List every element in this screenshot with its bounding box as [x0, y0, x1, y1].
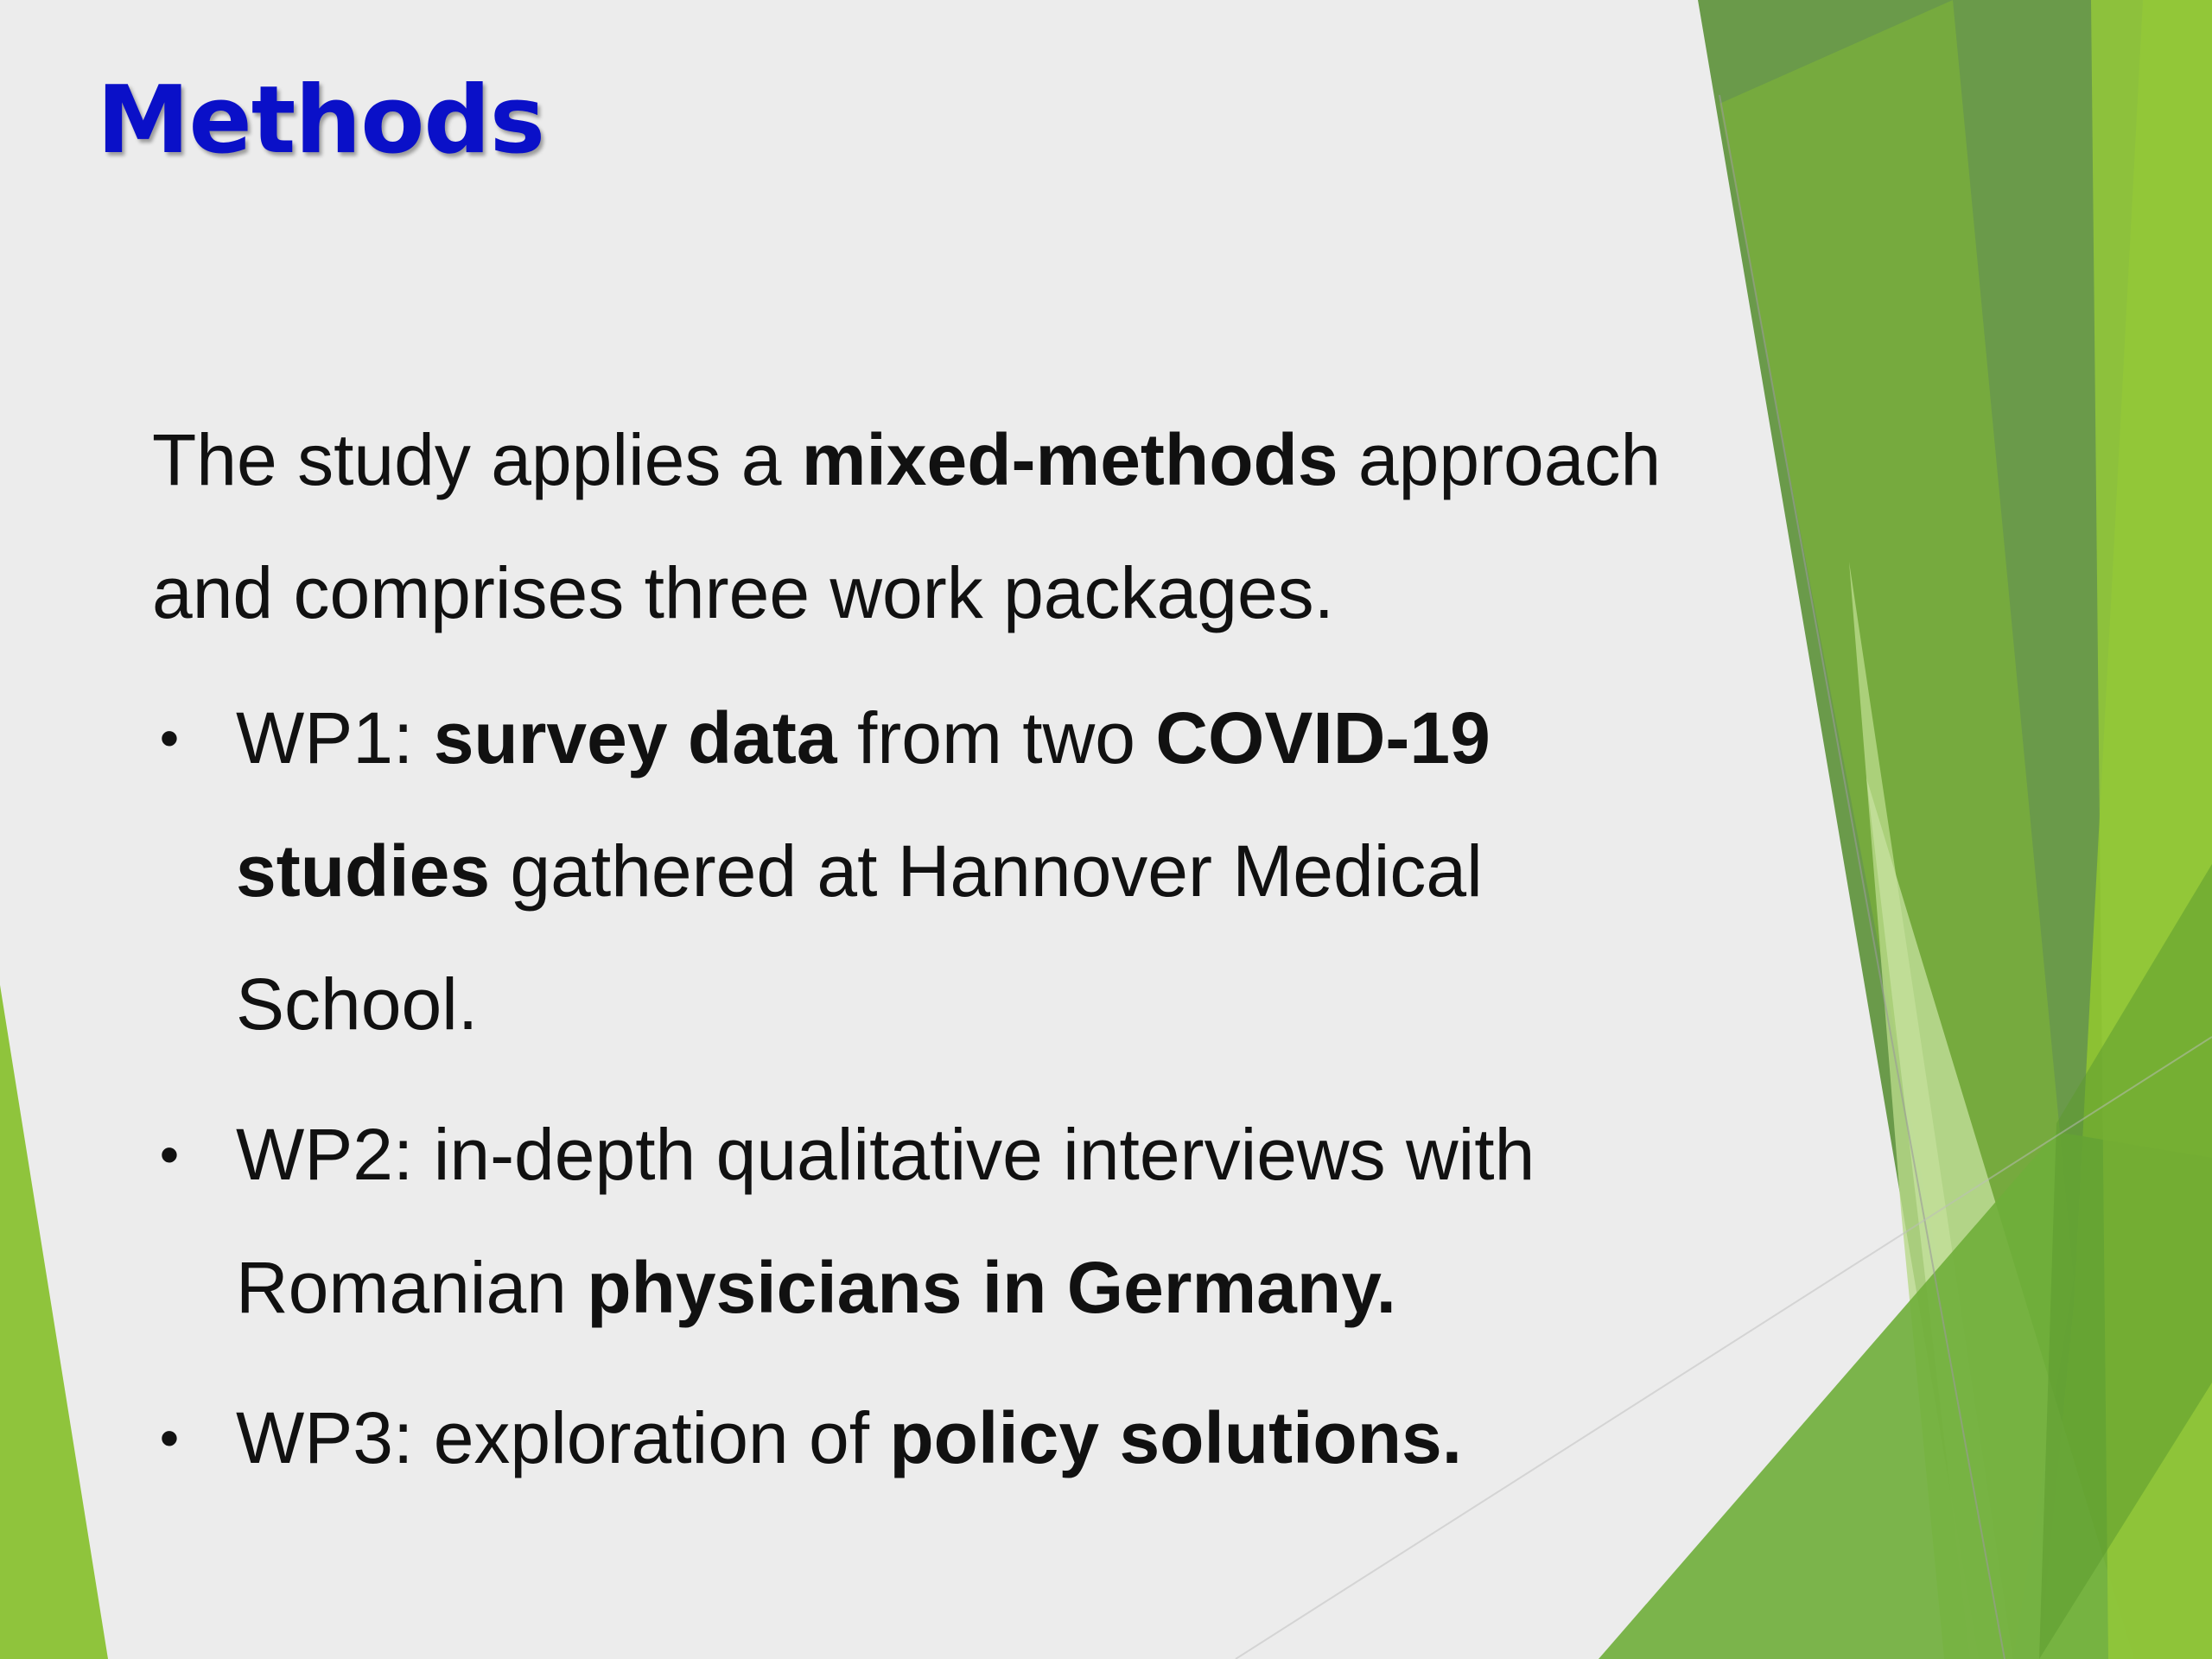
bullet-icon: •	[159, 1407, 180, 1469]
list-item-wp3	[152, 1371, 1742, 1504]
wp1-bold-survey-data: survey data	[433, 697, 837, 779]
slide-body	[152, 393, 1742, 1522]
list-item-wp1	[152, 671, 1742, 1071]
wp1-bold-covid-studies: COVID-19 studies	[236, 697, 1491, 912]
intro-text-1: The study applies a	[152, 419, 802, 500]
work-package-list	[152, 671, 1742, 1504]
slide-title: Methods	[97, 67, 545, 175]
wp3-bold-policy-solutions: policy solutions.	[889, 1397, 1463, 1478]
bullet-icon: •	[159, 707, 180, 769]
intro-paragraph	[152, 393, 1742, 659]
bullet-icon: •	[159, 1123, 180, 1185]
wp1-tail: gathered at Hannover Medical School.	[236, 830, 1483, 1045]
intro-text-2: approach and comprises three work packages.	[152, 419, 1662, 633]
wp3-lead: WP3: exploration of	[236, 1397, 890, 1478]
list-item-wp2	[152, 1088, 1742, 1354]
wp1-lead: WP1:	[236, 697, 434, 779]
wp2-lead: WP2: in-depth qualitative interviews with Romanian	[236, 1114, 1535, 1328]
intro-bold-mixed-methods: mixed-methods	[801, 419, 1338, 500]
wp2-bold-physicians: physicians in Germany.	[587, 1247, 1397, 1328]
left-green-wedge	[0, 985, 108, 1659]
wp1-mid: from two	[836, 697, 1156, 779]
